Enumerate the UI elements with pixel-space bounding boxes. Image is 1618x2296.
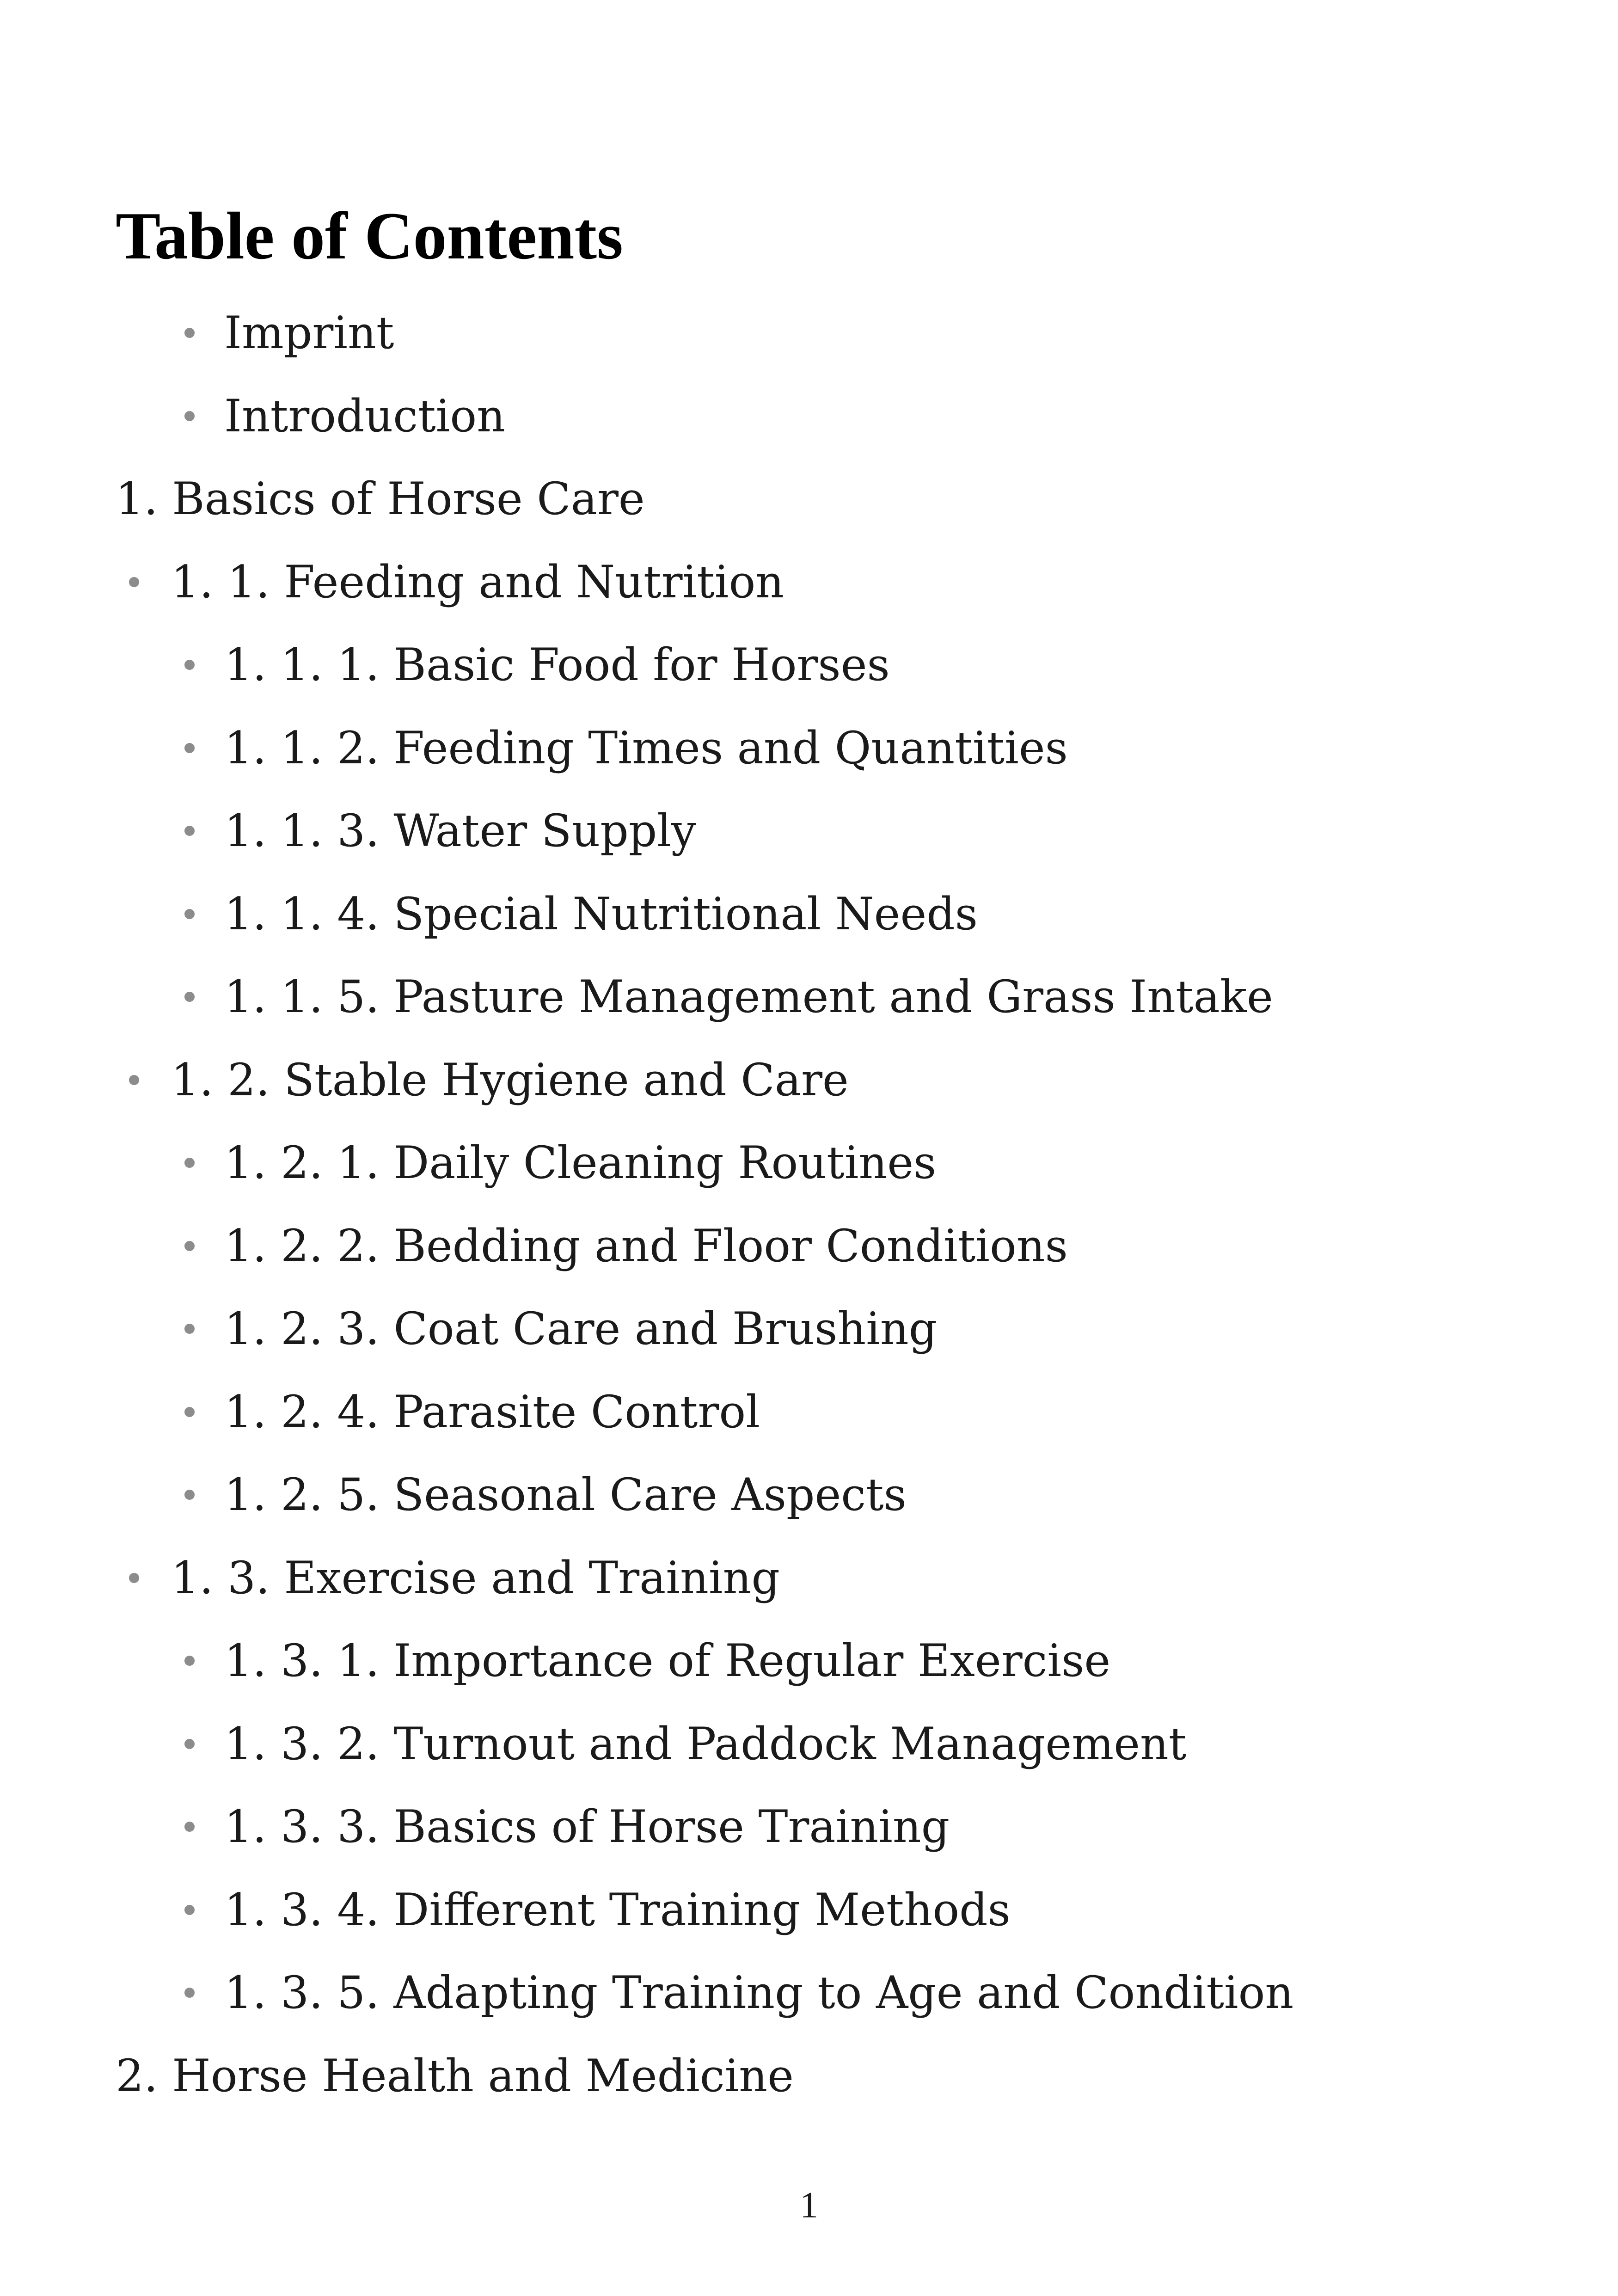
toc-entry[interactable] <box>0 1218 1618 1274</box>
bullet-icon <box>184 1988 195 1998</box>
toc-entry[interactable] <box>0 554 1618 610</box>
bullet-icon <box>184 743 195 753</box>
toc-entry[interactable] <box>0 1882 1618 1938</box>
toc-entry[interactable] <box>0 803 1618 859</box>
toc-entry[interactable] <box>0 969 1618 1025</box>
bullet-icon <box>184 1905 195 1915</box>
toc-entry-label: 1. 1. 1. Basic Food for Horses <box>224 639 890 691</box>
toc-entry-label: 1. 2. 5. Seasonal Care Aspects <box>224 1469 907 1521</box>
bullet-icon <box>184 1324 195 1334</box>
bullet-icon <box>184 660 195 670</box>
bullet-icon <box>184 1158 195 1168</box>
bullet-icon <box>184 411 195 421</box>
toc-entry[interactable] <box>0 720 1618 776</box>
bullet-icon <box>184 328 195 338</box>
toc-entry-label: 1. 1. 4. Special Nutritional Needs <box>224 888 978 940</box>
toc-entry-label: 1. 3. 2. Turnout and Paddock Management <box>224 1718 1187 1770</box>
page-number: 1 <box>800 2185 818 2226</box>
toc-entry-label: 1. 3. 4. Different Training Methods <box>224 1884 1011 1936</box>
bullet-icon <box>129 1075 139 1085</box>
toc-entry[interactable] <box>0 1633 1618 1688</box>
toc-entry[interactable] <box>0 1716 1618 1772</box>
toc-entry-label: 1. 3. 1. Importance of Regular Exercise <box>224 1635 1111 1687</box>
toc-entry-label: 1. 3. Exercise and Training <box>171 1552 780 1604</box>
toc-entry-label: 1. 2. 3. Coat Care and Brushing <box>224 1303 938 1355</box>
toc-entry-label: 1. 2. Stable Hygiene and Care <box>171 1054 849 1106</box>
toc-entry[interactable] <box>0 1965 1618 2020</box>
toc-entry-label: 1. 2. 2. Bedding and Floor Conditions <box>224 1220 1068 1272</box>
toc-entry-label: 1. 3. 5. Adapting Training to Age and Condition <box>224 1967 1294 2019</box>
toc-entry[interactable] <box>0 1799 1618 1854</box>
toc-entry-label: 2. Horse Health and Medicine <box>116 2050 794 2102</box>
toc-entry[interactable] <box>0 637 1618 693</box>
bullet-icon <box>184 1656 195 1666</box>
toc-entry-label: Imprint <box>224 307 394 359</box>
toc-entry-label: 1. 1. 3. Water Supply <box>224 805 697 857</box>
page-title: Table of Contents <box>116 198 623 273</box>
toc-entry[interactable] <box>0 1135 1618 1191</box>
bullet-icon <box>184 909 195 919</box>
bullet-icon <box>129 577 139 587</box>
toc-entry[interactable] <box>0 886 1618 942</box>
toc-entry-label: 1. 1. Feeding and Nutrition <box>171 556 784 608</box>
bullet-icon <box>184 1490 195 1500</box>
bullet-icon <box>184 1822 195 1832</box>
toc-entry[interactable] <box>0 1301 1618 1357</box>
toc-entry-label: 1. 2. 4. Parasite Control <box>224 1386 760 1438</box>
toc-chapter[interactable] <box>0 471 1618 527</box>
bullet-icon <box>184 1739 195 1749</box>
toc-entry-label: 1. Basics of Horse Care <box>116 473 645 525</box>
bullet-icon <box>184 1407 195 1417</box>
toc-entry-label: 1. 1. 2. Feeding Times and Quantities <box>224 722 1068 774</box>
toc-entry-label: 1. 1. 5. Pasture Management and Grass Intake <box>224 971 1273 1023</box>
bullet-icon <box>184 826 195 836</box>
toc-entry[interactable] <box>0 1467 1618 1522</box>
toc-entry-label: 1. 2. 1. Daily Cleaning Routines <box>224 1137 937 1189</box>
toc-entry-label: Introduction <box>224 390 505 442</box>
toc-chapter[interactable] <box>0 2048 1618 2104</box>
bullet-icon <box>184 1241 195 1251</box>
bullet-icon <box>184 992 195 1002</box>
toc-entry[interactable] <box>0 1384 1618 1440</box>
toc-entry[interactable] <box>0 1550 1618 1606</box>
toc-entry[interactable] <box>0 1052 1618 1108</box>
toc-entry[interactable] <box>0 388 1618 444</box>
toc-entry[interactable] <box>0 305 1618 361</box>
bullet-icon <box>129 1573 139 1583</box>
toc-entry-label: 1. 3. 3. Basics of Horse Training <box>224 1801 950 1853</box>
